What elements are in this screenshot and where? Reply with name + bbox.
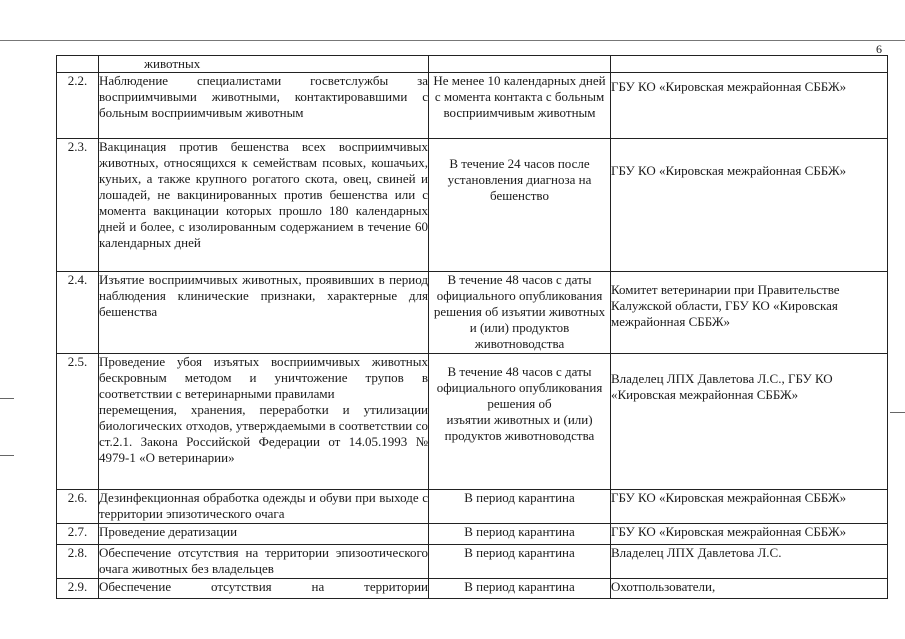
table-row-2-5 — [57, 354, 888, 490]
row-number: 2.6. — [57, 490, 99, 524]
row-number: 2.4. — [57, 272, 99, 354]
row-action-text: Обеспечение отсутствия на территории эпизоотического очага животных без владельцев — [99, 545, 429, 579]
row-term-text: В период карантина — [429, 490, 611, 524]
row-number: 2.8. — [57, 545, 99, 579]
row-action-text: животных — [144, 56, 201, 71]
row-responsible-text: Владелец ЛПХ Давлетова Л.С., ГБУ КО «Кировская межрайонная СББЖ» — [611, 354, 888, 490]
row-number: 2.5. — [57, 354, 99, 490]
row-number: 2.2. — [57, 73, 99, 139]
row-action-text: Вакцинация против бешенства всех восприимчивых животных, относящихся к семействам псовых, кошачьих, куньих, а также крупного рогатого скота, овец, свиней и лошадей, не вакцинированных против бешенства или с момента вакцинации которых прошло 180 календарных дней и более, с изолированным содержанием в течение 60 календарных дней — [99, 139, 429, 272]
row-term-text-part1: В течение 48 часов с даты официального опубликования решения об — [436, 364, 603, 411]
row-action-text: Наблюдение специалистами госветслужбы за восприимчивыми животными, контактировавшими с больным восприимчивым животным — [99, 73, 429, 139]
row-number-cell — [57, 56, 99, 73]
margin-mark-left — [0, 398, 14, 399]
row-number: 2.7. — [57, 524, 99, 545]
row-responsible-text: ГБУ КО «Кировская межрайонная СББЖ» — [611, 73, 888, 139]
row-responsible-text: ГБУ КО «Кировская межрайонная СББЖ» — [611, 524, 888, 545]
table-row-2-8 — [57, 545, 888, 579]
row-action-text-part1: Проведение убоя изъятых восприимчивых животных бескровным методом и уничтожение трупов в соответствии с ветеринарными правилами — [99, 354, 428, 401]
table-row-2-4 — [57, 272, 888, 354]
margin-mark-right — [890, 412, 905, 413]
table-row-2-7 — [57, 524, 888, 545]
row-action-cell — [99, 56, 429, 73]
row-term-text: В течение 24 часов после установления диагноза на бешенство — [429, 139, 611, 272]
row-number: 2.9. — [57, 579, 99, 599]
row-responsible-text: ГБУ КО «Кировская межрайонная СББЖ» — [611, 139, 888, 272]
quarantine-measures-table — [56, 55, 888, 599]
row-action-text-part2: перемещения, хранения, переработки и утилизации биологических отходов, утверждаемыми в соответствии со ст.2.1. Закона Российской Федерации от 14.05.1993 № 4979-1 «О ветеринарии» — [99, 402, 428, 465]
row-action-text: Изъятие восприимчивых животных, проявивших в период наблюдения клинические признаки, характерные для бешенства — [99, 272, 429, 354]
row-term-text: В период карантина — [429, 579, 611, 599]
row-term-cell — [429, 354, 611, 490]
page-top-rule — [0, 40, 905, 41]
row-action-cell — [99, 354, 429, 490]
table-row-2-2 — [57, 73, 888, 139]
table-row-2-3 — [57, 139, 888, 272]
row-term-text: Не менее 10 календарных дней с момента контакта с больным восприимчивым животным — [429, 73, 611, 139]
row-responsible-text: Владелец ЛПХ Давлетова Л.С. — [611, 545, 888, 579]
table-row-carryover — [57, 56, 888, 73]
row-responsible-cell — [611, 56, 888, 73]
row-term-cell — [429, 56, 611, 73]
row-term-text: В период карантина — [429, 524, 611, 545]
row-term-text: В период карантина — [429, 545, 611, 579]
row-number: 2.3. — [57, 139, 99, 272]
row-action-text: Проведение дератизации — [99, 524, 429, 545]
page-number: 6 — [876, 42, 882, 56]
row-action-text: Обеспечение отсутствия на территории — [99, 579, 429, 599]
table-row-2-9 — [57, 579, 888, 599]
row-responsible-text: Комитет ветеринарии при Правительстве Калужской области, ГБУ КО «Кировская межрайонная СББЖ» — [611, 272, 888, 354]
row-responsible-text: Охотпользователи, — [611, 579, 888, 599]
row-term-text: В течение 48 часов с даты официального опубликования решения об изъятии животных и (или) продуктов животноводства — [429, 272, 611, 354]
row-responsible-text: ГБУ КО «Кировская межрайонная СББЖ» — [611, 490, 888, 524]
margin-mark-left-2 — [0, 455, 14, 456]
row-action-text: Дезинфекционная обработка одежды и обуви при выходе с территории эпизотического очага — [99, 490, 429, 524]
table-row-2-6 — [57, 490, 888, 524]
row-term-text-part2: изъятии животных и (или) продуктов животноводства — [444, 412, 595, 443]
